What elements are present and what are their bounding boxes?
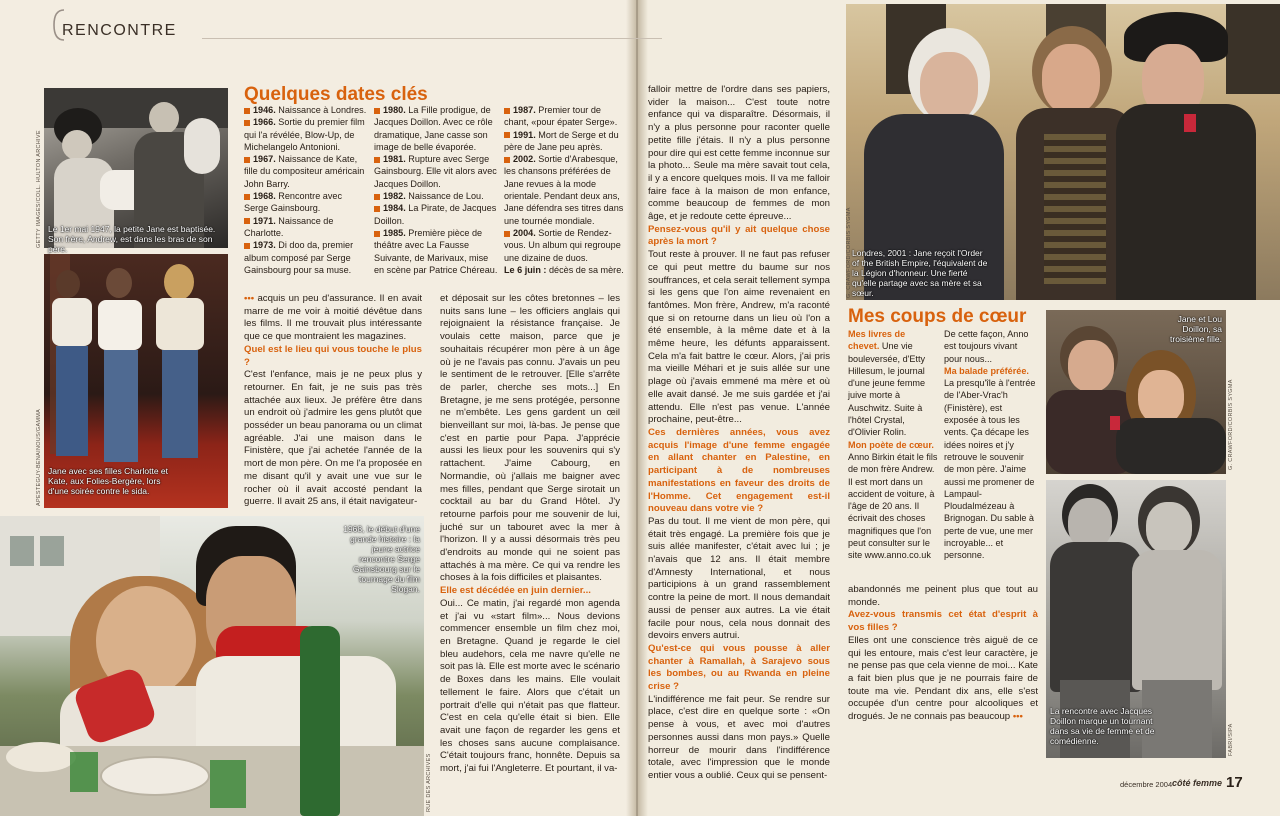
answer-3: Oui... Ce matin, j'ai regardé mon agenda et j'ai vu «start film»... Nous devions commencer ensemble un film chez moi, en Bretagne. Quand je regarde le ciel bleu audehors, cela me navre qu'elle ne soit pas là. Elle est morte avec le scénario de Boxes dans les mains. Elle voulait tellement le faire. Alors que c'était un portrait d'elle qui n'était pas que flatteur. C'est en cela qu'elle était si bien. Elle avait une façon de regarder les gens et les choses sans aucune complaisance. C'était toujours franc, honnête. Depuis sa mort, j'ai fui l'Angleterre. Et pourtant, il va- xyxy=(440,597,620,775)
answer-2: C'est l'enfance, mais je ne peux plus y retourner. En fait, je ne suis pas très attachée aux lieux. Je préfère être dans un endroit où j'admire les gens plutôt que posséder un beau panorama ou un climat agréable. J'ai une maison dans le Finistère, que j'ai achetée l'année de la mort de mon père. On me l'a proposée en me disant qu'il y avait une vue sur le rocher où il avait accosté pendant la guerre. Il avait 25 ans, il était navigateur- xyxy=(244,369,422,508)
footer xyxy=(1120,774,1270,794)
date-item: 1985. Première pièce de théâtre avec La Fausse Suivante, de Marivaux, mise en scène par Patrice Chéreau. xyxy=(374,227,498,275)
article-column-1: ••• acquis un peu d'assurance. Il en avait marre de me voir à moitié dévêtue dans les films. Il me trouvait plus intéressante que ce que montraient les magazines. Quel est le lieu qui vous touche le plus ? C'est l'enfance, mais je ne peux plus y retourner. En fait, je ne suis pas très attachée aux lieux. Je préfère être dans un endroit où j'admire les gens plutôt que posséder un beau panorama ou un climat agréable. J'ai une maison dans le Finistère, que j'ai achetée l'année de la mort de mon père. On me l'a proposée en me disant qu'il y avait une vue sur le rocher où il avait accosté pendant la guerre. Il avait 25 ans, il était navigateur- xyxy=(244,293,422,508)
date-item: 1982. Naissance de Lou. xyxy=(374,190,498,202)
question-4: Ces dernières années, vous avez acquis l'image d'une femme engagée en allant chanter en Palestine, en participant à de nombreuses manifestations en faveur des droits de l'Homme. Cet engagement est-il nouveau dans votre vie ? xyxy=(648,426,830,515)
caption-doillon: La rencontre avec Jacques Doillon marque un tournant dans sa vie de femme et de comédienne. xyxy=(1050,706,1155,746)
jacques-doillon-photo xyxy=(1046,480,1226,758)
caption-slogan: 1968, le début d'une grande histoire : la jeune actrice rencontre Serge Gainsbourg sur le tournage du film Slogan. xyxy=(343,524,420,594)
date-item: 1968. Rencontre avec Serge Gainsbourg. xyxy=(244,191,342,214)
answer-3-cont: falloir mettre de l'ordre dans ses papiers, vider la maison... C'est toute notre enfance qui va disparaître. Désormais, il n'y a plus personne pour raconter quelle petite fille j'étais. Il n'y a plus personne pour dire qui est cette femme inconnue sur la photo... Seule ma mère savait tout cela, il y a encore quelques mois. Il va me falloir faire face à la maison de mon enfance, comme beaucoup de femmes de mon âge, et je redoute cette épreuve... xyxy=(648,84,830,223)
coups-heading-2: Mon poète de cœur. xyxy=(848,439,934,450)
coups-text-4: La presqu'île à l'entrée de l'Aber-Vrac'h (Finistère), est exposée à tous les vents. Ça décape les idées noires et j'y retrouve le souvenir de mon père. J'aime aussi me promener de Lampaul-Ploudalmézeau à Brignogan. Du sable à perte de vue, une mer incroyable... et personne. xyxy=(944,378,1036,561)
question-2: Elle est décédée en juin dernier... xyxy=(440,585,591,597)
date-item: 2004. Sortie de Rendez-vous. Un album qui regroupe une dizaine de duos. xyxy=(504,227,621,263)
coups-heading-3: Ma balade préférée. xyxy=(944,365,1029,376)
credit-folies: APESTEGUY-BENAINOUS/GAMMA xyxy=(36,408,42,506)
coups-heading-1: Mes livres de chevet. xyxy=(848,329,906,352)
credit-baptism: GETTY IMAGES/COLL. HULTON ARCHIVE xyxy=(36,130,42,248)
answer-4: Tout reste à prouver. Il ne faut pas refuser ce qui peut mettre du baume sur nos souffrances, et cela serait tellement sympa si les gens que l'on aime revenaient en fantômes. Mon frère, Andrew, m'a raconté que si on retourne dans un lieu où l'on a été ensemble, à la même date et à la même heure, les défunts apparaissent. Cela m'a fait battre le cœur. Alors, j'ai pris ma vieille Méhari et je suis allée sur une plage où j'avais emmené ma mère et où elle avait dansé. Je me suis gardée et j'ai attendu. Elle n'est pas venue. L'année prochaine, peut-être... xyxy=(648,249,830,426)
page-number: 17 xyxy=(1226,774,1243,791)
date-item: Le 6 juin : décès de sa mère. xyxy=(504,264,624,275)
article-column-4: abandonnés me peinent plus que tout au monde. Avez-vous transmis cet état d'esprit à vos filles ? Elles ont une conscience très aiguë de ce qui les entoure, mais c'est leur caractère, je ne pense pas que cela vienne de moi... Kate a fait bien plus que je ne pourrais faire de toute ma vie. Pendant dix ans, elle s'est occupée d'un centre pour alcooliques et drogués. Je ne connais pas beaucoup ••• xyxy=(848,584,1038,723)
slogan-film-photo xyxy=(0,516,424,816)
question-1: Quel est le lieu qui vous touche le plus ? xyxy=(244,343,422,368)
caption-baptism: Le 1er mai 1947, la petite Jane est baptisée. Son frère, Andrew, est dans les bras de son père. xyxy=(48,224,216,254)
credit-obe: G. CRAWFORD/CORBIS SYGMA xyxy=(846,207,852,298)
credit-doillon: FABRI/SIPA xyxy=(1228,723,1234,756)
credit-slogan: RUE DES ARCHIVES xyxy=(426,753,432,812)
date-item: 1987. Premier tour de chant, «pour épater Serge». xyxy=(504,105,618,128)
section-title: RENCONTRE xyxy=(62,22,177,39)
jane-and-lou-photo xyxy=(1046,310,1226,474)
section-header xyxy=(52,8,612,42)
answer-6: L'indifférence me fait peur. Se rendre sur place, c'est dire en quelque sorte : «On pense à vous, et avec moi d'autres personnes aussi dans mon pays.» Quelle horreur de mourir dans l'indifférence totale, avec l'impression que le monde entier vous a oublié. Ceux qui se pensent- xyxy=(648,693,830,781)
date-item: 1991. Mort de Serge et du père de Jane peu après. xyxy=(504,129,619,152)
date-item: 1981. Rupture avec Serge Gainsbourg. Elle vit alors avec Jacques Doillon. xyxy=(374,154,497,189)
answer-2-cont: et déposait sur les côtes bretonnes – les nuits sans lune – les officiers anglais qui rejoignaient la résistance française. Je voulais cette maison, parce que je souhaitais récupérer mon père à un âge où je ne l'avais pas connu. J'avais un peu le sentiment de le retrouver. [Elle s'arrête de parler, cherche ses mots...] En Bretagne, je me sens protégée, personne ne m'embête. Les gens gardent un œil bienveillant sur moi, là-bas. Je pense que c'est en partie pour Papa. J'apprécie aussi les lieux pour les souvenirs qui s'y rattachent. J'aime Cabourg, en Normandie, où j'allais me baigner avec mes filles, pendant que Serge sirotait un cocktail au bar du Grand Hôtel. J'y retourne parfois pour me souvenir de lui, juché sur un tabouret avec la mer à l'horizon. Il y a aussi désormais très peu d'endroits au monde qui ne soient pas attachés à ma mère. Ce qui va rendre les choses à la fois difficiles et plaisantes. xyxy=(440,293,620,584)
coups-text-3: De cette façon, Anno est toujours vivant pour nous... xyxy=(944,329,1029,364)
gutter-fold xyxy=(626,0,648,816)
date-item: 1984. La Pirate, de Jacques Doillon. xyxy=(374,203,497,226)
date-item: 1966. Sortie du premier film qui l'a révélée, Blow-Up, de Michelangelo Antonioni. xyxy=(244,117,365,152)
date-item: 1973. Di doo da, premier album composé par Serge Gainsbourg pour sa muse. xyxy=(244,240,354,275)
question-3: Pensez-vous qu'il y ait quelque chose après la mort ? xyxy=(648,223,830,248)
question-6: Avez-vous transmis cet état d'esprit à vos filles ? xyxy=(848,609,1038,634)
coups-text-2: Anno Birkin était le fils de mon frère Andrew. Il est mort dans un accident de voiture, à l'âge de 20 ans. Il écrivait des choses magnifiques que l'on peut consulter sur le site www.anno.co.uk xyxy=(848,451,938,561)
caption-folies: Jane avec ses filles Charlotte et Kate, aux Folies-Bergère, lors d'une soirée contre le sida. xyxy=(48,466,169,496)
baptism-photo xyxy=(44,88,228,254)
question-5: Qu'est-ce qui vous pousse à aller chanter à Ramallah, à Sarajevo sous les bombes, ou au Rwanda en pleine crise ? xyxy=(648,642,830,693)
continue-dots: ••• xyxy=(244,293,255,304)
date-item: 1946. Naissance à Londres. xyxy=(244,104,368,116)
coups-col-1 xyxy=(848,328,938,578)
coups-title: Mes coups de cœur xyxy=(848,306,1027,327)
date-item: 1971. Naissance de Charlotte. xyxy=(244,215,334,238)
dates-col-1 xyxy=(244,104,368,284)
footer-magazine: côté femme xyxy=(1172,778,1223,788)
dates-title: Quelques dates clés xyxy=(244,84,428,105)
footer-date: décembre 2004 xyxy=(1120,780,1173,789)
caption-lou: Jane et Lou Doillon, sa troisième fille. xyxy=(1170,314,1222,344)
answer-6-cont: abandonnés me peinent plus que tout au monde. xyxy=(848,584,1038,608)
date-item: 2002. Sortie d'Arabesque, les chansons préférées de Jane revues à la mode orientale. Pendant deux ans, Jane défendra ses titres dans une tournée mondiale. xyxy=(504,154,624,226)
credit-lou: G. CRAWFORD/CORBIS SYGMA xyxy=(1228,379,1234,470)
answer-5: Pas du tout. Il me vient de mon père, qui était très engagé. La première fois que je suis allée manifester, c'était avec lui ; je n'avais que 12 ans. Il était membre d'Amnesty International, et nous participions à un grand rassemblement contre la peine de mort. Il nous demandait aussi de penser aux autres. La vie était facile pour nous, cela nous donnait des devoirs envers autrui. xyxy=(648,515,830,642)
obe-ceremony-photo xyxy=(846,4,1280,300)
dates-col-3 xyxy=(504,104,624,284)
dates-col-2 xyxy=(374,104,498,284)
header-rule xyxy=(202,38,662,39)
coups-col-2 xyxy=(944,328,1036,578)
article-column-2 xyxy=(440,293,620,783)
date-item: 1980. La Fille prodigue, de Jacques Doillon. Avec ce rôle dramatique, Jane casse son image de belle évaporée. xyxy=(374,105,493,152)
article-column-3 xyxy=(648,84,830,784)
folies-bergere-photo xyxy=(44,254,228,508)
coups-text-1: Une vie bouleversée, d'Etty Hillesum, le journal d'une jeune femme juive morte à Auschwitz. Suite à l'hôtel Crystal, d'Olivier Rolin. xyxy=(848,341,926,438)
caption-obe: Londres, 2001 : Jane reçoit l'Order of the British Empire, l'équivalent de la Légion d'honneur. Une fierté qu'elle partage avec sa mère et sa sœur. xyxy=(852,248,988,298)
date-item: 1967. Naissance de Kate, fille du compositeur américain John Barry. xyxy=(244,154,365,189)
